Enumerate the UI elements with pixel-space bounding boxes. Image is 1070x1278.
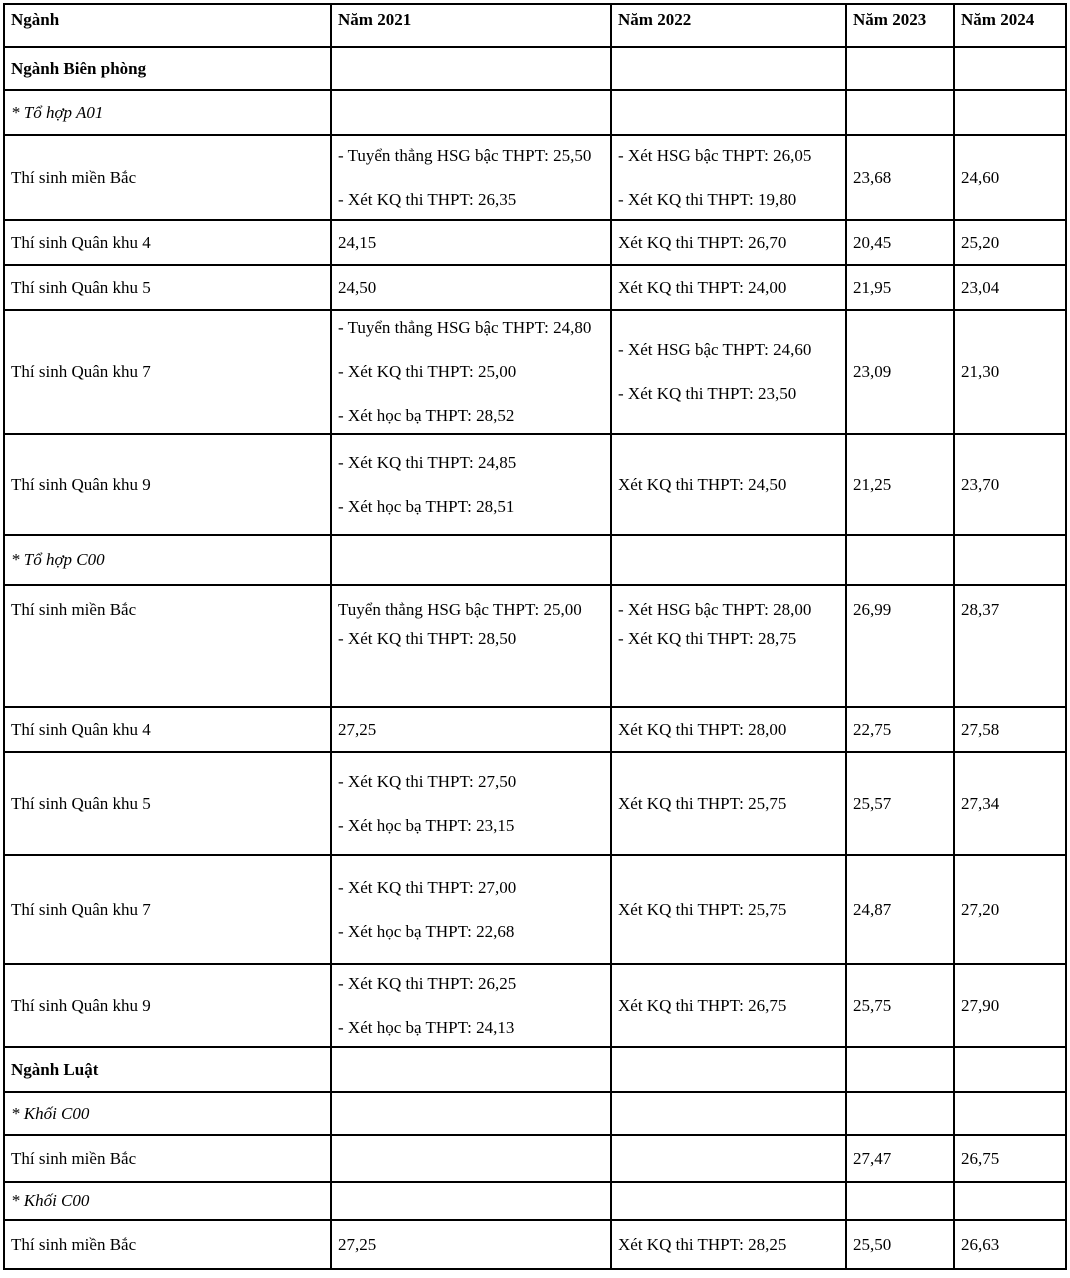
value-cell	[846, 1047, 954, 1092]
cell-line: 25,20	[961, 232, 1000, 252]
value-cell	[611, 1047, 846, 1092]
row-label-cell	[4, 707, 331, 752]
value-cell	[954, 310, 1066, 434]
cell-line: - Xét KQ thi THPT: 27,50	[338, 771, 517, 791]
column-header: Năm 2023	[846, 4, 954, 47]
table-row	[4, 1092, 1066, 1135]
value-cell	[331, 585, 611, 707]
value-cell	[954, 855, 1066, 964]
cell-line: 23,04	[961, 277, 1000, 297]
value-cell	[954, 752, 1066, 855]
cell-line: 21,30	[961, 362, 1000, 381]
column-header: Năm 2021	[331, 4, 611, 47]
table-row	[4, 1220, 1066, 1269]
cell-line: 24,87	[853, 899, 892, 919]
cell-line: 27,25	[338, 1234, 377, 1254]
row-label-cell	[4, 135, 331, 220]
table-row	[4, 535, 1066, 585]
value-cell	[846, 855, 954, 964]
value-cell	[846, 90, 954, 135]
value-cell	[954, 1182, 1066, 1220]
cell-line: * Khối C00	[11, 1103, 90, 1123]
value-cell	[331, 752, 611, 855]
cell-line: Thí sinh miền Bắc	[11, 1148, 137, 1168]
row-label-cell	[4, 535, 331, 585]
cell-line: 27,90	[961, 995, 1000, 1015]
cell-line: 28,37	[961, 600, 1000, 619]
value-cell	[846, 220, 954, 265]
value-cell	[611, 310, 846, 434]
value-cell	[846, 135, 954, 220]
cell-line: 26,63	[961, 1234, 1000, 1254]
cell-line: - Xét KQ thi THPT: 25,00	[338, 362, 517, 381]
cell-line: 24,50	[338, 277, 377, 297]
cell-line: Thí sinh Quân khu 5	[11, 277, 151, 297]
cell-line: - Xét KQ thi THPT: 24,85	[338, 452, 517, 472]
cell-line: 24,60	[961, 167, 1000, 187]
row-label-cell	[4, 1092, 331, 1135]
cell-line: - Tuyển thẳng HSG bậc THPT: 25,50	[338, 145, 592, 165]
table-row	[4, 310, 1066, 434]
cell-line: 21,25	[853, 474, 892, 494]
row-label-cell	[4, 1220, 331, 1269]
cell-line: * Khối C00	[11, 1191, 90, 1210]
cell-line: Thí sinh miền Bắc	[11, 1234, 137, 1254]
cell-line: 23,68	[853, 167, 892, 187]
cell-line: Thí sinh Quân khu 4	[11, 719, 151, 739]
cell-line: - Xét HSG bậc THPT: 28,00	[618, 600, 812, 619]
value-cell	[846, 47, 954, 90]
cell-line: 27,58	[961, 719, 1000, 739]
value-cell	[611, 855, 846, 964]
value-cell	[331, 47, 611, 90]
table-row	[4, 1135, 1066, 1182]
value-cell	[611, 1092, 846, 1135]
cell-line: - Xét KQ thi THPT: 26,25	[338, 973, 517, 993]
value-cell	[846, 1182, 954, 1220]
value-cell	[846, 265, 954, 310]
value-cell	[331, 1220, 611, 1269]
row-label-cell	[4, 752, 331, 855]
row-label-cell	[4, 585, 331, 707]
cell-line: - Xét học bạ THPT: 28,52	[338, 406, 515, 425]
cell-line: * Tổ hợp A01	[11, 102, 104, 122]
value-cell	[954, 265, 1066, 310]
value-cell	[611, 434, 846, 535]
value-cell	[331, 434, 611, 535]
value-cell	[954, 47, 1066, 90]
table-body	[4, 47, 1066, 1269]
cell-line: Xét KQ thi THPT: 28,00	[618, 719, 787, 739]
table-row	[4, 90, 1066, 135]
value-cell	[611, 265, 846, 310]
value-cell	[954, 707, 1066, 752]
cell-line: 27,47	[853, 1148, 892, 1168]
table-row	[4, 265, 1066, 310]
cell-line: 27,25	[338, 719, 377, 739]
row-label-cell	[4, 265, 331, 310]
cell-line: * Tổ hợp C00	[11, 550, 105, 569]
cell-line: Ngành Biên phòng	[11, 58, 147, 78]
value-cell	[331, 535, 611, 585]
table-row	[4, 135, 1066, 220]
cell-line: - Xét học bạ THPT: 24,13	[338, 1017, 515, 1037]
value-cell	[331, 1135, 611, 1182]
value-cell	[611, 47, 846, 90]
table-row	[4, 1182, 1066, 1220]
row-label-cell	[4, 47, 331, 90]
value-cell	[611, 1135, 846, 1182]
cell-line: - Xét KQ thi THPT: 26,35	[338, 189, 517, 209]
cell-line: 27,34	[961, 793, 1000, 813]
cell-line: Thí sinh Quân khu 5	[11, 793, 151, 813]
table-head	[4, 4, 1066, 47]
row-label-cell	[4, 310, 331, 434]
value-cell	[954, 1135, 1066, 1182]
value-cell	[846, 535, 954, 585]
value-cell	[954, 220, 1066, 265]
cell-line: Xét KQ thi THPT: 24,50	[618, 474, 787, 494]
value-cell	[846, 1220, 954, 1269]
value-cell	[331, 1047, 611, 1092]
cell-line: 24,15	[338, 232, 377, 252]
cell-line: - Xét HSG bậc THPT: 26,05	[618, 145, 812, 165]
value-cell	[611, 585, 846, 707]
cell-line: 27,20	[961, 899, 1000, 919]
cell-line: Thí sinh Quân khu 4	[11, 232, 151, 252]
value-cell	[331, 964, 611, 1047]
header-row	[4, 4, 1066, 47]
cell-line: 26,99	[853, 600, 892, 619]
row-label-cell	[4, 434, 331, 535]
value-cell	[954, 434, 1066, 535]
cell-line: - Xét KQ thi THPT: 19,80	[618, 189, 797, 209]
value-cell	[846, 964, 954, 1047]
value-cell	[611, 1220, 846, 1269]
column-header: Năm 2024	[954, 4, 1066, 47]
value-cell	[611, 752, 846, 855]
cell-line: - Xét học bạ THPT: 28,51	[338, 496, 515, 516]
value-cell	[611, 220, 846, 265]
cell-line: - Xét HSG bậc THPT: 24,60	[618, 340, 812, 359]
table-row	[4, 707, 1066, 752]
value-cell	[954, 1220, 1066, 1269]
cell-line: 25,50	[853, 1234, 892, 1254]
cell-line: 21,95	[853, 277, 892, 297]
value-cell	[846, 1135, 954, 1182]
value-cell	[954, 535, 1066, 585]
value-cell	[331, 310, 611, 434]
value-cell	[611, 707, 846, 752]
row-label-cell	[4, 1182, 331, 1220]
value-cell	[954, 1092, 1066, 1135]
cell-line: - Xét KQ thi THPT: 27,00	[338, 877, 517, 897]
table-row	[4, 47, 1066, 90]
value-cell	[846, 707, 954, 752]
value-cell	[331, 707, 611, 752]
row-label-cell	[4, 964, 331, 1047]
value-cell	[331, 135, 611, 220]
value-cell	[331, 1182, 611, 1220]
value-cell	[846, 585, 954, 707]
cell-line: Xét KQ thi THPT: 25,75	[618, 793, 787, 813]
cell-line: - Xét học bạ THPT: 23,15	[338, 815, 515, 835]
table-row	[4, 855, 1066, 964]
value-cell	[954, 90, 1066, 135]
table-row	[4, 585, 1066, 707]
value-cell	[846, 1092, 954, 1135]
cell-line: - Xét học bạ THPT: 22,68	[338, 921, 515, 941]
row-label-cell	[4, 1135, 331, 1182]
value-cell	[611, 535, 846, 585]
value-cell	[331, 265, 611, 310]
cell-line: Xét KQ thi THPT: 28,25	[618, 1234, 787, 1254]
column-header: Năm 2022	[611, 4, 846, 47]
value-cell	[611, 1182, 846, 1220]
value-cell	[611, 90, 846, 135]
table-row	[4, 752, 1066, 855]
cell-line: Thí sinh miền Bắc	[11, 167, 137, 187]
cell-line: Tuyển thẳng HSG bậc THPT: 25,00	[338, 600, 582, 619]
row-label-cell	[4, 855, 331, 964]
column-header: Ngành	[4, 4, 331, 47]
value-cell	[954, 964, 1066, 1047]
value-cell	[954, 1047, 1066, 1092]
cell-line: Thí sinh miền Bắc	[11, 600, 137, 619]
cell-line: Thí sinh Quân khu 7	[11, 362, 151, 381]
table-row	[4, 964, 1066, 1047]
cell-line: - Tuyển thẳng HSG bậc THPT: 24,80	[338, 318, 592, 337]
cell-line: 25,57	[853, 793, 892, 813]
cell-line: Thí sinh Quân khu 7	[11, 899, 151, 919]
value-cell	[954, 135, 1066, 220]
cell-line: - Xét KQ thi THPT: 23,50	[618, 384, 797, 403]
cell-line: Ngành Luật	[11, 1059, 99, 1079]
cell-line: Thí sinh Quân khu 9	[11, 995, 151, 1015]
row-label-cell	[4, 90, 331, 135]
cell-line: - Xét KQ thi THPT: 28,50	[338, 629, 517, 648]
value-cell	[331, 1092, 611, 1135]
row-label-cell	[4, 1047, 331, 1092]
value-cell	[611, 964, 846, 1047]
table-row	[4, 1047, 1066, 1092]
value-cell	[331, 90, 611, 135]
cell-line: 25,75	[853, 995, 892, 1015]
value-cell	[954, 585, 1066, 707]
value-cell	[846, 752, 954, 855]
cell-line: 23,09	[853, 362, 892, 381]
cell-line: 26,75	[961, 1148, 1000, 1168]
value-cell	[611, 135, 846, 220]
table-row	[4, 220, 1066, 265]
cell-line: 23,70	[961, 474, 1000, 494]
value-cell	[331, 220, 611, 265]
table-row	[4, 434, 1066, 535]
cell-line: Xét KQ thi THPT: 25,75	[618, 899, 787, 919]
value-cell	[846, 434, 954, 535]
value-cell	[846, 310, 954, 434]
row-label-cell	[4, 220, 331, 265]
cell-line: Xét KQ thi THPT: 26,75	[618, 995, 787, 1015]
cell-line: - Xét KQ thi THPT: 28,75	[618, 629, 797, 648]
value-cell	[331, 855, 611, 964]
cell-line: Thí sinh Quân khu 9	[11, 474, 151, 494]
cell-line: Xét KQ thi THPT: 24,00	[618, 277, 787, 297]
cell-line: 20,45	[853, 232, 892, 252]
cell-line: 22,75	[853, 719, 892, 739]
admission-scores-table	[3, 3, 1067, 1270]
cell-line: Xét KQ thi THPT: 26,70	[618, 232, 787, 252]
